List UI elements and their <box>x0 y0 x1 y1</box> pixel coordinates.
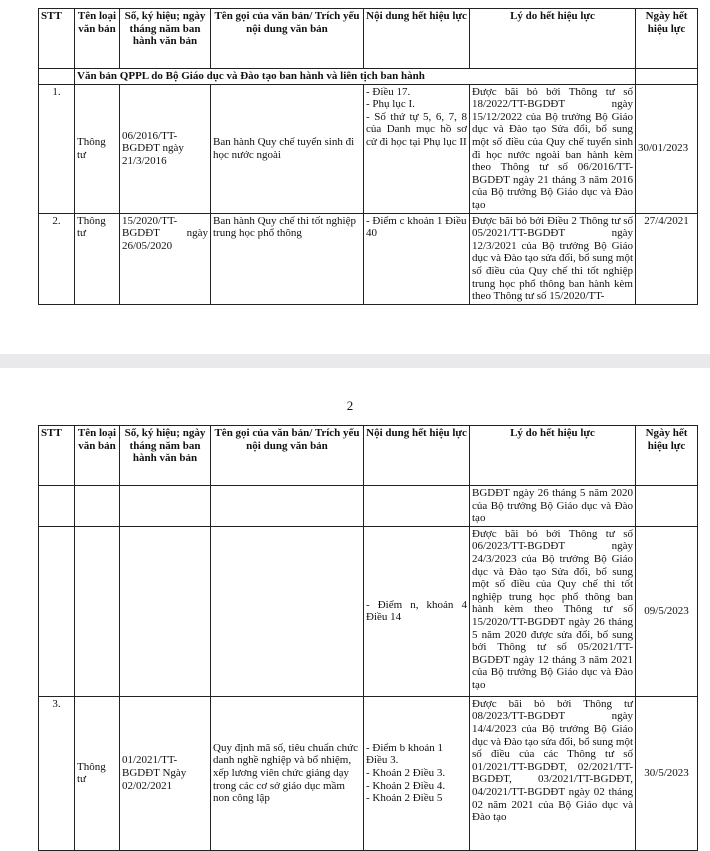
row-ngay: 27/4/2021 <box>636 213 698 304</box>
table-row <box>39 526 698 696</box>
table-page-1 <box>38 8 698 305</box>
header-loai: Tên loại văn bản <box>75 9 120 69</box>
section-title: Văn bản QPPL do Bộ Giáo dục và Đào tạo ban hành và liên tịch ban hành <box>75 69 636 85</box>
row-stt: 1. <box>39 84 75 213</box>
row-lydo: Được bãi bỏ bởi Thông tư số 18/2022/TT-BGDĐT ngày 15/12/2022 của Bộ trưởng Bộ Giáo dục và Đào tạo Sửa đổi, bổ sung một số điều của Quy chế tuyển sinh đi học nước ngoài ban hành kèm theo Thông tư số 06/2016/TT-BGDĐT ngày 21 tháng 3 năm 2016 của Bộ trưởng Bộ Giáo dục và Đào tạo <box>470 84 636 213</box>
header-noidung: Nội dung hết hiệu lực <box>364 426 470 486</box>
row-noidung: - Điểm n, khoản 4 Điều 14 <box>364 526 470 696</box>
header-lydo: Lý do hết hiệu lực <box>470 426 636 486</box>
row-so: 06/2016/TT-BGDĐT ngày 21/3/2016 <box>120 84 211 213</box>
row-ngay: 09/5/2023 <box>636 526 698 696</box>
header-lydo: Lý do hết hiệu lực <box>470 9 636 69</box>
row-lydo: Được bãi bỏ bởi Thông tư 08/2023/TT-BGDĐT ngày 14/4/2023 của Bộ trưởng Bộ Giáo dục và Đào tạo sửa đổi, bổ sung một số điều của các Thông tư số 01/2021/TT-BGDĐT, 02/2021/TT-BGDĐT, 03/2021/TT-BGDĐT, 04/2021/TT-BGDĐT ngày 02 tháng 02 năm 2021 của Bộ Giáo dục và Đào tạo <box>470 696 636 850</box>
table-page-2 <box>38 425 698 851</box>
row-ten: Ban hành Quy chế thi tốt nghiệp trung học phổ thông <box>211 213 364 304</box>
header-ngay: Ngày hết hiệu lực <box>636 426 698 486</box>
row-noidung: - Điểm b khoản 1 Điều 3. - Khoản 2 Điều 3. - Khoản 2 Điều 4. - Khoản 2 Điều 5 <box>364 696 470 850</box>
header-row <box>39 9 698 69</box>
table-row <box>39 84 698 213</box>
header-ngay: Ngày hết hiệu lực <box>636 9 698 69</box>
row-stt: 2. <box>39 213 75 304</box>
page-separator <box>0 354 710 368</box>
header-ten: Tên gọi của văn bản/ Trích yếu nội dung văn bản <box>211 426 364 486</box>
row-loai: Thông tư <box>75 84 120 213</box>
table-row <box>39 486 698 527</box>
row-noidung: - Điểm c khoản 1 Điều 40 <box>364 213 470 304</box>
row-ten: Ban hành Quy chế tuyển sinh đi học nước ngoài <box>211 84 364 213</box>
header-so: Số, ký hiệu; ngày tháng năm ban hành văn bản <box>120 9 211 69</box>
row-stt: 3. <box>39 696 75 850</box>
row-lydo: Được bãi bỏ bởi Điều 2 Thông tư số 05/2021/TT-BGDĐT ngày 12/3/2021 của Bộ trưởng Bộ Giáo dục và Đào tạo sửa đổi, bổ sung một số điều của Quy chế thi tốt nghiệp trung học phổ thông ban hành kèm theo Thông tư số 15/2020/TT- <box>470 213 636 304</box>
header-stt: STT <box>39 9 75 69</box>
header-so: Số, ký hiệu; ngày tháng năm ban hành văn bản <box>120 426 211 486</box>
row-so: 01/2021/TT-BGDĐT Ngày 02/02/2021 <box>120 696 211 850</box>
row-ten: Quy định mã số, tiêu chuẩn chức danh nghề nghiệp và bổ nhiệm, xếp lương viên chức giảng dạy trong các cơ sở giáo dục mầm non công lập <box>211 696 364 850</box>
document-page-1 <box>0 0 710 325</box>
row-lydo-continued: BGDĐT ngày 26 tháng 5 năm 2020 của Bộ trưởng Bộ Giáo dục và Đào tạo <box>470 486 636 527</box>
row-ngay: 30/5/2023 <box>636 696 698 850</box>
row-ngay: 30/01/2023 <box>636 84 698 213</box>
row-lydo: Được bãi bỏ bởi Thông tư số 06/2023/TT-BGDĐT ngày 24/3/2023 của Bộ trưởng Bộ Giáo dục và Đào tạo Sửa đổi, bổ sung một số điều của Quy chế thi tốt nghiệp trung học phổ thông ban hành kèm theo Thông tư số 15/2020/TT-BGDĐT ngày 26 tháng 5 năm 2020 được sửa đổi, bổ sung bởi Thông tư số 05/2021/TT-BGDĐT ngày 12 tháng 3 năm 2021 của Bộ trưởng Bộ Giáo dục và Đào tạo <box>470 526 636 696</box>
table-row <box>39 213 698 304</box>
header-stt: STT <box>39 426 75 486</box>
table-row <box>39 696 698 850</box>
header-noidung: Nội dung hết hiệu lực <box>364 9 470 69</box>
page-number: 2 <box>346 398 354 413</box>
section-row <box>39 69 698 85</box>
header-loai: Tên loại văn bản <box>75 426 120 486</box>
header-row <box>39 426 698 486</box>
row-loai: Thông tư <box>75 696 120 850</box>
row-noidung: - Điều 17. - Phụ lục I. - Số thứ tự 5, 6, 7, 8 của Danh mục hồ sơ cử đi học tại Phụ lục II <box>364 84 470 213</box>
row-loai: Thông tư <box>75 213 120 304</box>
header-ten: Tên gọi của văn bản/ Trích yếu nội dung văn bản <box>211 9 364 69</box>
row-so: 15/2020/TT-BGDĐT ngày 26/05/2020 <box>120 213 211 304</box>
